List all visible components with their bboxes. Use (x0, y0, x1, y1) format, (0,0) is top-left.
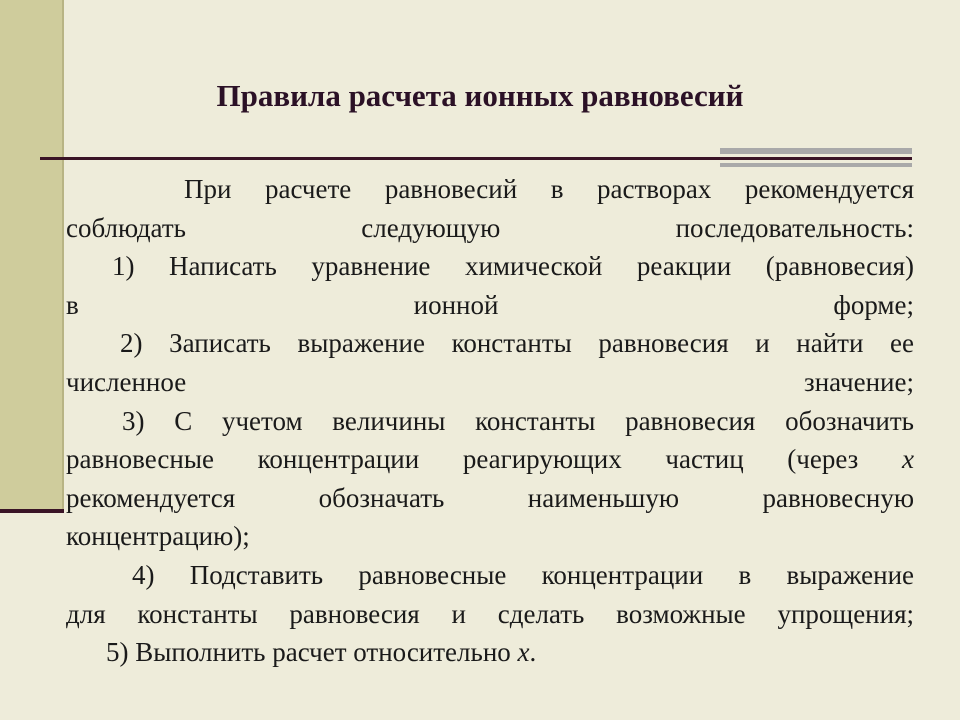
step-3-line-2 (66, 440, 914, 479)
step-3-line-3: рекомендуется обозначать наименьшую равновесную (66, 482, 914, 513)
title-accent-bar (720, 148, 912, 154)
intro-line-2: соблюдать следующую последовательность: (66, 212, 914, 243)
step-3-line-1: 3) С учетом величины константы равновесия обозначить (122, 405, 914, 436)
step-2-line-2: численное значение; (66, 366, 914, 397)
slide-body (66, 170, 914, 672)
variable-x: х (902, 444, 914, 475)
step-1-line-2: в ионной форме; (66, 289, 914, 320)
title-accent-bar-lower (720, 163, 912, 167)
step-5-line (66, 633, 914, 672)
intro-line-1: При расчете равновесий в растворах рекомендуется (184, 174, 914, 204)
step-5-period: . (529, 637, 537, 668)
step-3-line-4: концентрацию); (66, 521, 250, 552)
step-5-text: 5) Выполнить расчет относительно (106, 637, 511, 668)
step-4-line-1: 4) Подставить равновесные концентрации в выражение (132, 559, 914, 590)
step-1-line-1: 1) Написать уравнение химической реакции (равновесия) (112, 251, 914, 282)
sidebar-underline (0, 509, 64, 513)
title-divider (40, 157, 912, 160)
step-4-line-2: для константы равновесия и сделать возможные упрощения; (66, 598, 914, 629)
step-3-line-2-text: равновесные концентрации реагирующих частиц (через (66, 444, 859, 475)
variable-x: х (517, 637, 530, 668)
sidebar-decoration (0, 0, 64, 512)
step-2-line-1: 2) Записать выражение константы равновесия и найти ее (120, 328, 914, 359)
sidebar-edge (62, 0, 64, 512)
slide-title: Правила расчета ионных равновесий (216, 78, 744, 113)
